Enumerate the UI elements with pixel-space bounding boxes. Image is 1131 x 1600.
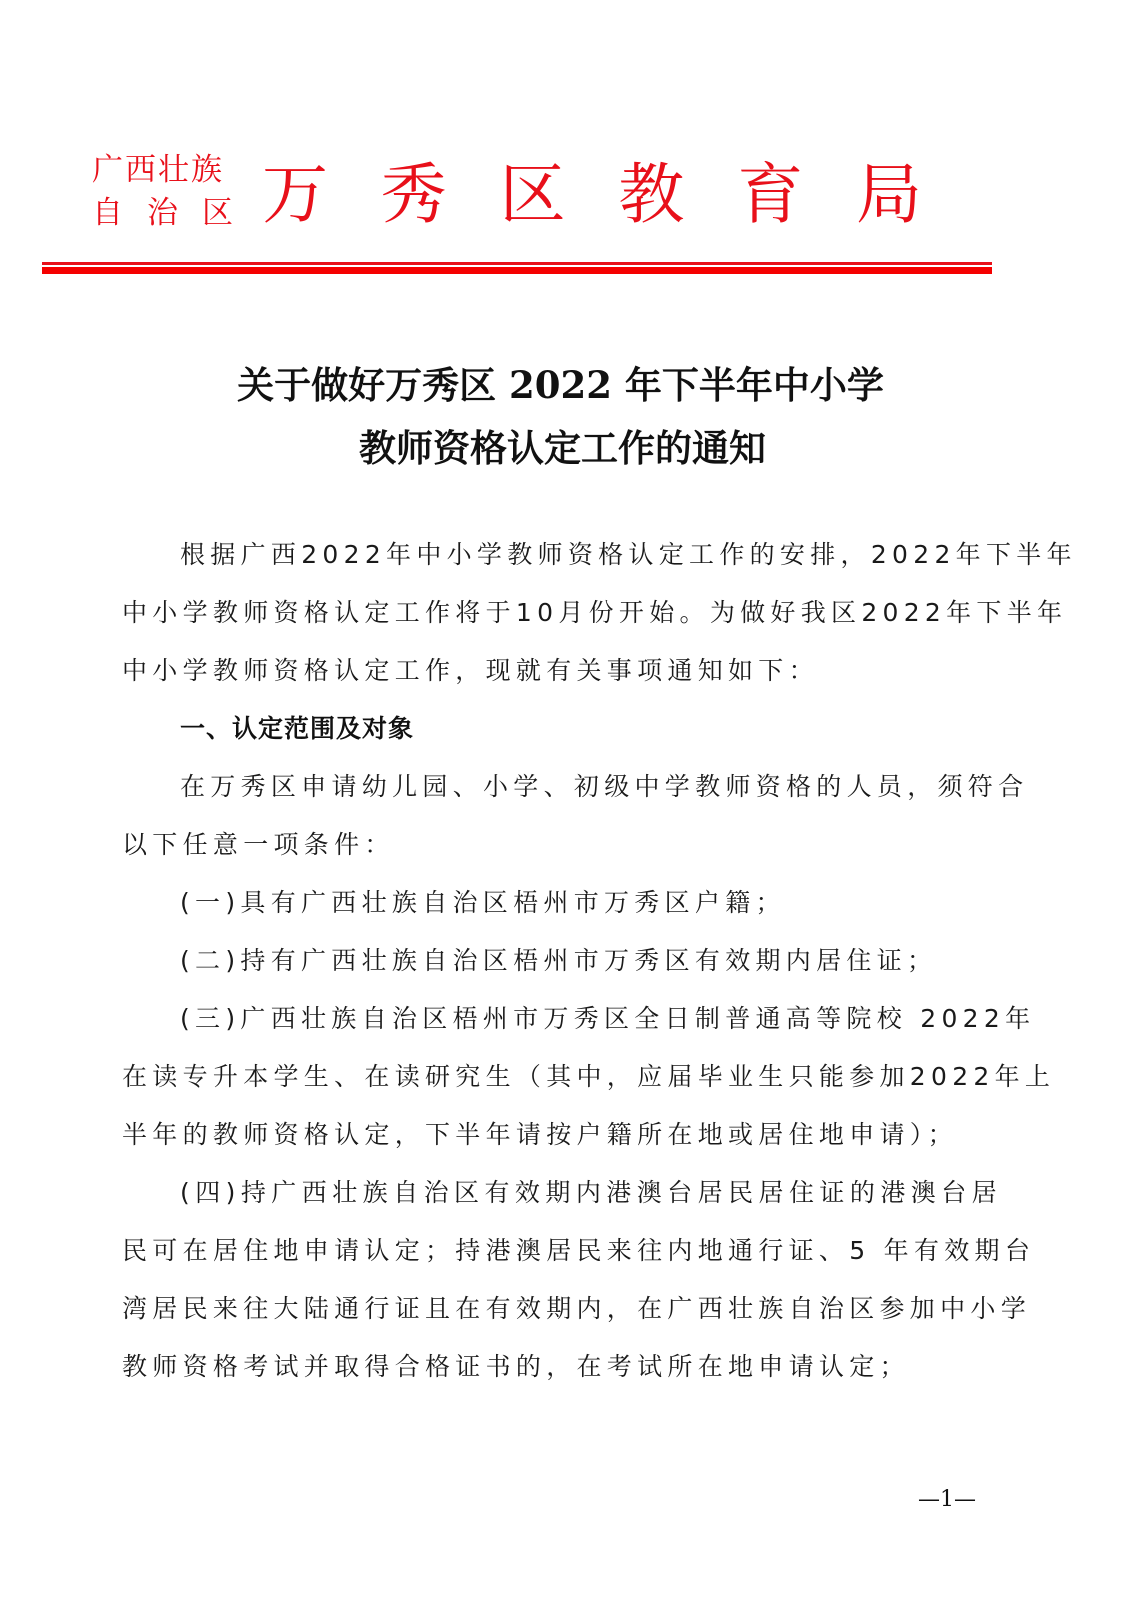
- letterhead-org-name: [262, 157, 922, 233]
- condition-item-1: (一)具有广西壮族自治区梧州市万秀区户籍；: [180, 888, 786, 917]
- condition-item-2: (二)持有广西壮族自治区梧州市万秀区有效期内居住证；: [180, 946, 938, 975]
- letterhead-divider-thick: [42, 267, 992, 274]
- page-number: —1—: [918, 1487, 976, 1512]
- letterhead-region-line1: 广西壮族: [92, 152, 224, 188]
- body-line: 半年的教师资格认定，下半年请按户籍所在地或居住地申请）；: [122, 1120, 958, 1149]
- org-char: 局: [855, 156, 922, 233]
- body-line: 根据广西2022年中小学教师资格认定工作的安排，2022年下半年: [180, 540, 1077, 569]
- body-line: 在读专升本学生、在读研究生（其中，应届毕业生只能参加2022年上: [122, 1062, 1056, 1091]
- body-line: 以下任意一项条件：: [122, 830, 395, 859]
- org-char: 育: [737, 156, 804, 233]
- org-char: 教: [618, 156, 685, 233]
- body-line: 中小学教师资格认定工作，现就有关事项通知如下：: [122, 656, 819, 685]
- document-title-line2: 教师资格认定工作的通知: [359, 426, 766, 470]
- condition-item-4: (四)持广西壮族自治区有效期内港澳台居民居住证的港澳台居: [180, 1178, 1002, 1207]
- body-line: 民可在居住地申请认定；持港澳居民来往内地通行证、5 年有效期台: [122, 1236, 1036, 1265]
- body-line: 湾居民来往大陆通行证且在有效期内，在广西壮族自治区参加中小学: [122, 1294, 1032, 1323]
- document-title-line1: 关于做好万秀区 2022 年下半年中小学: [237, 363, 884, 407]
- letterhead-region-line2: 自治区: [92, 195, 257, 231]
- section-heading: 一、认定范围及对象: [180, 714, 415, 743]
- letterhead-divider-thin: [42, 262, 992, 265]
- condition-item-3: (三)广西壮族自治区梧州市万秀区全日制普通高等院校 2022年: [180, 1004, 1036, 1033]
- org-char: 万: [262, 156, 328, 233]
- body-line: 中小学教师资格认定工作将于10月份开始。为做好我区2022年下半年: [122, 598, 1068, 627]
- org-char: 秀: [380, 156, 447, 233]
- org-char: 区: [499, 156, 566, 233]
- body-line: 教师资格考试并取得合格证书的，在考试所在地申请认定；: [122, 1352, 910, 1381]
- body-line: 在万秀区申请幼儿园、小学、初级中学教师资格的人员，须符合: [180, 772, 1029, 801]
